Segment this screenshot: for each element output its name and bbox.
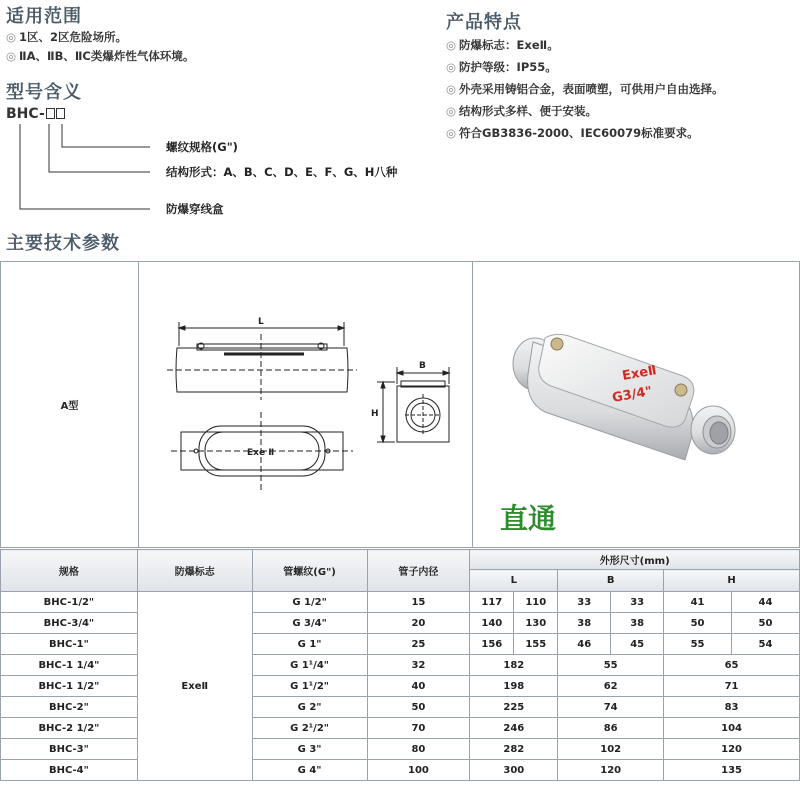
cell-B: 120 — [558, 760, 664, 781]
scope-item: ◎ ⅡA、ⅡB、ⅡC类爆炸性气体环境。 — [6, 49, 195, 63]
header-thread: 管螺纹(G") — [252, 550, 367, 592]
cell-spec: BHC-3/4" — [1, 613, 138, 634]
cell-mark: ExeⅡ — [137, 592, 252, 781]
header-B: B — [558, 570, 664, 592]
header-mark: 防爆标志 — [137, 550, 252, 592]
cell-dia: 25 — [367, 634, 470, 655]
cell-dia: 80 — [367, 739, 470, 760]
cell-H1: 55 — [664, 634, 732, 655]
structure-label: 结构形式：A、B、C、D、E、F、G、H八种 — [166, 165, 398, 179]
table-row — [1, 676, 800, 697]
cell-B: 102 — [558, 739, 664, 760]
cell-spec: BHC-1 1/2" — [1, 676, 138, 697]
cell-L2: 110 — [514, 592, 558, 613]
cell-H2: 54 — [732, 634, 800, 655]
cell-L: 182 — [470, 655, 558, 676]
product-photo — [473, 262, 800, 548]
cell-B2: 45 — [611, 634, 664, 655]
cell-H: 65 — [664, 655, 800, 676]
cell-spec: BHC-1" — [1, 634, 138, 655]
cell-H: 120 — [664, 739, 800, 760]
cell-L: 282 — [470, 739, 558, 760]
cell-H2: 44 — [732, 592, 800, 613]
photo-marking: ExeⅡ — [621, 363, 658, 384]
table-row — [1, 760, 800, 781]
cell-dia: 32 — [367, 655, 470, 676]
feature-item: ◎ 符合GB3836-2000、IEC60079标准要求。 — [446, 126, 699, 140]
cell-L1: 156 — [470, 634, 514, 655]
bullet-icon: ◎ — [6, 30, 17, 44]
header-H: H — [664, 570, 800, 592]
cell-H: 71 — [664, 676, 800, 697]
cell-L: 300 — [470, 760, 558, 781]
scope-item: ◎ 1区、2区危险场所。 — [6, 30, 128, 44]
cell-thread: G 3" — [252, 739, 367, 760]
cell-H: 104 — [664, 718, 800, 739]
drawing-cell — [139, 262, 473, 548]
cell-L: 225 — [470, 697, 558, 718]
cell-thread: G 3/4" — [252, 613, 367, 634]
cell-L2: 130 — [514, 613, 558, 634]
cell-H2: 50 — [732, 613, 800, 634]
specs-title: 主要技术参数 — [6, 233, 120, 254]
dim-L-label: L — [258, 317, 264, 327]
figure-table — [0, 261, 800, 548]
feature-item: ◎ 结构形式多样、便于安装。 — [446, 104, 598, 118]
bullet-icon: ◎ — [446, 82, 457, 96]
cell-dia: 15 — [367, 592, 470, 613]
bullet-icon: ◎ — [446, 126, 457, 140]
figure-row-label: A型 — [1, 262, 139, 548]
cell-B: 74 — [558, 697, 664, 718]
photo-thread-label: G3/4" — [611, 384, 654, 406]
cell-L: 246 — [470, 718, 558, 739]
model-title: 型号含义 — [6, 82, 82, 103]
cell-H1: 50 — [664, 613, 732, 634]
bullet-icon: ◎ — [446, 38, 457, 52]
bullet-icon: ◎ — [446, 104, 457, 118]
dim-H-label: H — [371, 409, 379, 419]
cell-spec: BHC-2" — [1, 697, 138, 718]
cell-dia: 70 — [367, 718, 470, 739]
cell-thread: G 1/2" — [252, 592, 367, 613]
cell-spec: BHC-1 1/4" — [1, 655, 138, 676]
table-row — [1, 655, 800, 676]
specs-table — [0, 549, 800, 781]
cell-H1: 41 — [664, 592, 732, 613]
header-spec: 规格 — [1, 550, 138, 592]
bullet-icon: ◎ — [446, 60, 457, 74]
features-title: 产品特点 — [446, 12, 522, 33]
table-row — [1, 739, 800, 760]
cell-thread: G 1¹/2" — [252, 676, 367, 697]
cell-dia: 100 — [367, 760, 470, 781]
table-row — [1, 718, 800, 739]
cell-L1: 117 — [470, 592, 514, 613]
technical-drawing — [139, 262, 472, 548]
cell-B: 55 — [558, 655, 664, 676]
cell-B2: 38 — [611, 613, 664, 634]
cell-B2: 33 — [611, 592, 664, 613]
drawing-marking: Exe Ⅱ — [247, 448, 275, 458]
cell-dia: 20 — [367, 613, 470, 634]
cell-H: 83 — [664, 697, 800, 718]
feature-item: ◎ 防护等级：IP55。 — [446, 60, 557, 74]
thread-spec-label: 螺纹规格(G") — [166, 140, 238, 154]
header-L: L — [470, 570, 558, 592]
cell-B: 86 — [558, 718, 664, 739]
cell-B1: 38 — [558, 613, 611, 634]
cell-thread: G 2¹/2" — [252, 718, 367, 739]
scope-title: 适用范围 — [6, 6, 82, 27]
table-row — [1, 697, 800, 718]
photo-cell — [473, 262, 800, 548]
box-label: 防爆穿线盒 — [166, 202, 224, 216]
cell-B1: 46 — [558, 634, 611, 655]
feature-item: ◎ 外壳采用铸铝合金，表面喷塑，可供用户自由选择。 — [446, 82, 724, 96]
cell-thread: G 4" — [252, 760, 367, 781]
cell-B1: 33 — [558, 592, 611, 613]
cell-B: 62 — [558, 676, 664, 697]
cell-thread: G 1" — [252, 634, 367, 655]
cell-thread: G 2" — [252, 697, 367, 718]
cell-H: 135 — [664, 760, 800, 781]
table-row — [1, 634, 800, 655]
cell-spec: BHC-3" — [1, 739, 138, 760]
bullet-icon: ◎ — [6, 49, 17, 63]
cell-spec: BHC-2 1/2" — [1, 718, 138, 739]
model-code: BHC- — [6, 106, 65, 122]
dim-B-label: B — [419, 361, 426, 371]
feature-item: ◎ 防爆标志：ExeⅡ。 — [446, 38, 559, 52]
table-row — [1, 613, 800, 634]
cell-L2: 155 — [514, 634, 558, 655]
cell-dia: 50 — [367, 697, 470, 718]
cell-L: 198 — [470, 676, 558, 697]
cell-thread: G 1¹/4" — [252, 655, 367, 676]
cell-dia: 40 — [367, 676, 470, 697]
model-leader-lines — [0, 0, 800, 230]
header-dims: 外形尺寸(mm) — [470, 550, 800, 570]
table-row — [1, 592, 800, 613]
cell-L1: 140 — [470, 613, 514, 634]
header-diameter: 管子内径 — [367, 550, 470, 592]
type-label: 直通 — [500, 503, 557, 534]
cell-spec: BHC-1/2" — [1, 592, 138, 613]
cell-spec: BHC-4" — [1, 760, 138, 781]
